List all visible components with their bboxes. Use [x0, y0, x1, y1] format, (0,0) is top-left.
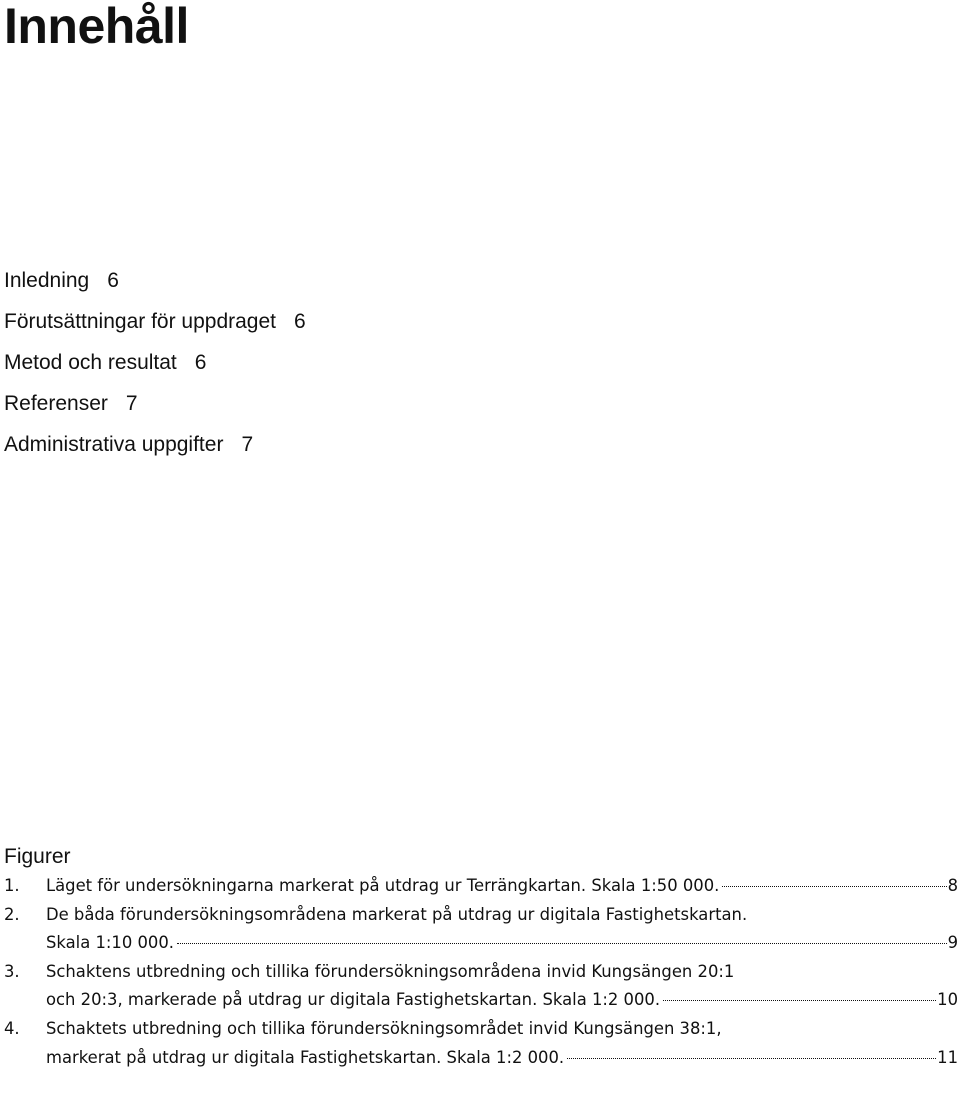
figure-number: 2. — [4, 904, 20, 924]
figure-page: 8 — [947, 876, 958, 895]
dot-leader — [663, 1000, 936, 1001]
figure-caption-continued: markerat på utdrag ur digitala Fastighetskartan. Skala 1:2 000. — [46, 1047, 565, 1067]
figure-entry[interactable] — [4, 958, 960, 987]
toc-entry-label: Inledning — [4, 269, 90, 292]
dot-leader — [177, 943, 947, 944]
figure-caption: Schaktets utbredning och tillika förundersökningsområdet invid Kungsängen 38:1, — [46, 1018, 722, 1038]
dot-leader — [722, 886, 946, 887]
toc-entry-page: 6 — [294, 310, 306, 333]
toc-entry-page: 7 — [125, 392, 138, 415]
figure-entry-continuation[interactable] — [4, 1044, 960, 1073]
toc-entry[interactable] — [4, 346, 306, 387]
toc-entry-page: 6 — [194, 351, 207, 374]
figure-page: 9 — [947, 933, 958, 953]
dot-leader — [567, 1058, 936, 1059]
figure-caption: Schaktens utbredning och tillika förundersökningsområdena invid Kungsängen 20:1 — [46, 961, 735, 981]
figure-number: 4. — [4, 1018, 20, 1038]
figure-entry[interactable] — [4, 872, 960, 901]
figure-caption-continued: Skala 1:10 000. — [46, 933, 174, 953]
figure-entry[interactable] — [4, 901, 960, 930]
table-of-contents — [4, 264, 306, 469]
toc-entry-page: 6 — [107, 269, 119, 292]
figure-entry[interactable] — [4, 1015, 960, 1044]
figure-page: 11 — [937, 1047, 958, 1067]
figure-list-heading: Figurer — [4, 845, 71, 868]
figure-list — [4, 842, 960, 1072]
figure-number: 3. — [4, 961, 20, 981]
toc-entry-label: Referenser — [4, 392, 108, 415]
toc-entry[interactable] — [4, 264, 306, 305]
figure-caption: Läget för undersökningarna markerat på utdrag ur Terrängkartan. Skala 1:50 000. — [46, 876, 720, 895]
figure-page: 10 — [937, 990, 958, 1010]
figure-number: 1. — [4, 876, 20, 895]
toc-entry[interactable] — [4, 305, 306, 346]
toc-entry[interactable] — [4, 428, 306, 469]
toc-entry-label: Metod och resultat — [4, 351, 177, 374]
toc-entry-page: 7 — [241, 433, 254, 456]
toc-entry-label: Administrativa uppgifter — [4, 433, 224, 456]
figure-caption: De båda förundersökningsområdena markerat på utdrag ur digitala Fastighetskartan. — [46, 904, 748, 924]
toc-entry-label: Förutsättningar för uppdraget — [4, 310, 276, 333]
figure-caption-continued: och 20:3, markerade på utdrag ur digitala Fastighetskartan. Skala 1:2 000. — [46, 990, 661, 1010]
toc-entry[interactable] — [4, 387, 306, 428]
figure-entry-continuation[interactable] — [4, 986, 960, 1015]
page-title: Innehåll — [4, 0, 189, 54]
figure-entry-continuation[interactable] — [4, 929, 960, 958]
